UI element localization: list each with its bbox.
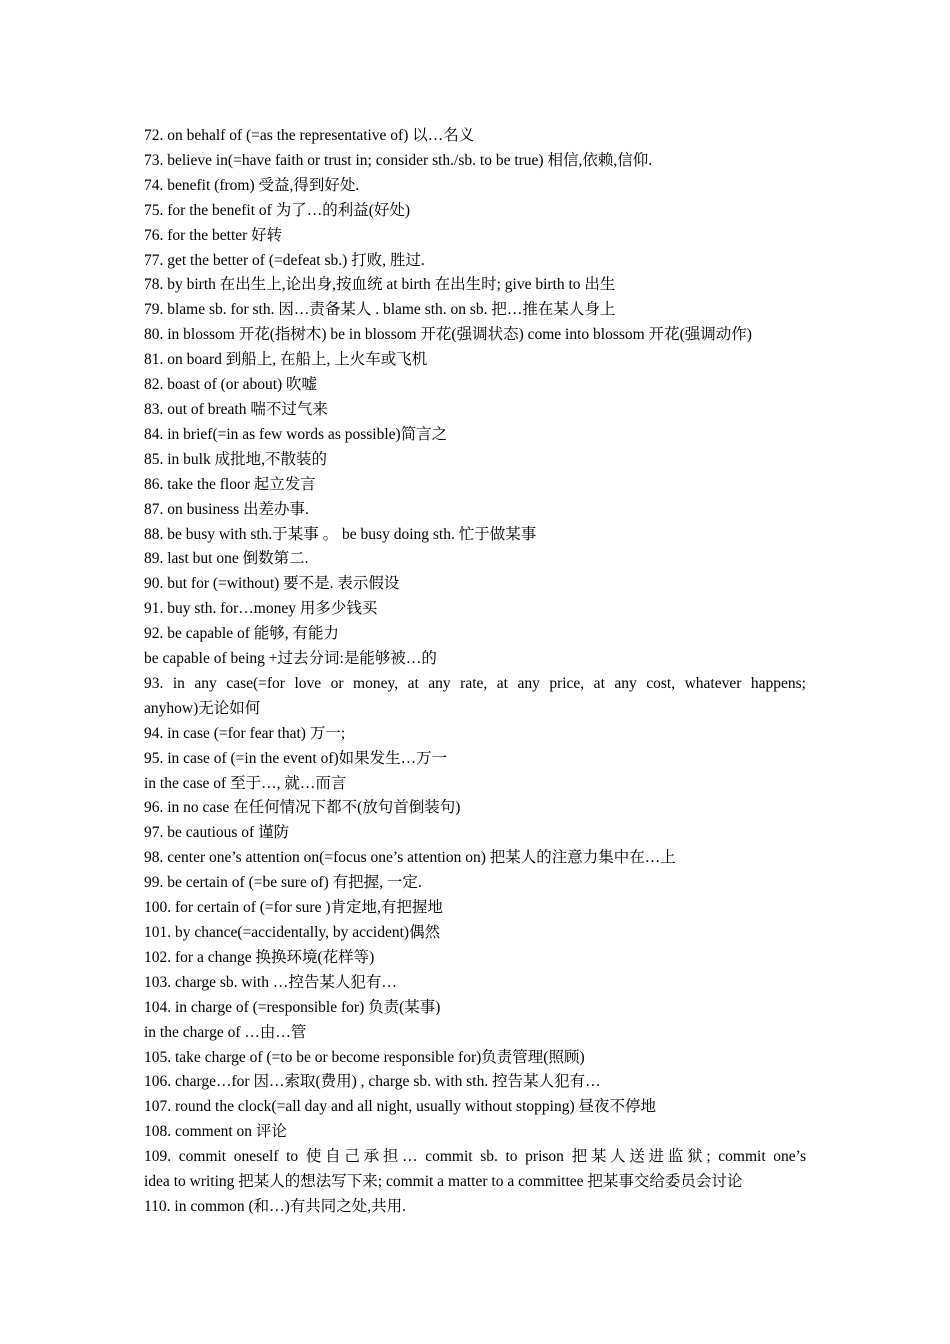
text-line: 96. in no case 在任何情况下都不(放句首倒装句) — [144, 799, 461, 817]
text-line: in the charge of …由…管 — [144, 1023, 307, 1041]
text-line: 92. be capable of 能够, 有能力 — [144, 625, 339, 643]
text-line: 84. in brief(=in as few words as possible)简言之 — [144, 425, 448, 443]
text-line: 79. blame sb. for sth. 因…责备某人 . blame sth. on sb. 把…推在某人身上 — [144, 301, 616, 319]
text-line: 109. commit oneself to 使自己承担… commit sb. to prison 把某人送进监狱; commit one’s — [144, 1148, 806, 1166]
text-line: 106. charge…for 因…索取(费用) , charge sb. with sth. 控告某人犯有… — [144, 1073, 601, 1091]
text-line: 78. by birth 在出生上,论出身,按血统 at birth 在出生时; give birth to 出生 — [144, 276, 616, 294]
text-line: 101. by chance(=accidentally, by accident)偶然 — [144, 924, 441, 941]
text-line: 87. on business 出差办事. — [144, 500, 309, 518]
text-line: 81. on board 到船上, 在船上, 上火车或飞机 — [144, 351, 428, 369]
text-line: idea to writing 把某人的想法写下来; commit a matter to a committee 把某事交给委员会讨论 — [144, 1173, 743, 1191]
document-page — [144, 124, 806, 1220]
text-line: 88. be busy with sth.于某事 。 be busy doing sth. 忙于做某事 — [144, 525, 537, 543]
text-line: 82. boast of (or about) 吹嘘 — [144, 376, 318, 394]
text-line: 77. get the better of (=defeat sb.) 打败, 胜过. — [144, 251, 425, 269]
text-line: 99. be certain of (=be sure of) 有把握, 一定. — [144, 874, 422, 892]
text-line: 102. for a change 换换环境(花样等) — [144, 948, 375, 966]
text-line: 91. buy sth. for…money 用多少钱买 — [144, 600, 378, 618]
text-line: 73. believe in(=have faith or trust in; consider sth./sb. to be true) 相信,依赖,信仰. — [144, 151, 653, 169]
text-line: 94. in case (=for fear that) 万一; — [144, 724, 346, 742]
text-line: 104. in charge of (=responsible for) 负责(某事) — [144, 998, 441, 1016]
text-line: 90. but for (=without) 要不是. 表示假设 — [144, 575, 400, 593]
text-line: in the case of 至于…, 就…而言 — [144, 774, 347, 792]
text-line: be capable of being +过去分词:是能够被…的 — [144, 650, 437, 668]
text-line: 86. take the floor 起立发言 — [144, 475, 316, 493]
text-line: 108. comment on 评论 — [144, 1123, 287, 1141]
text-line: 93. in any case(=for love or money, at any rate, at any price, at any cost, whatever happens; — [144, 674, 806, 692]
text-line: 75. for the benefit of 为了…的利益(好处) — [144, 201, 411, 219]
text-line: 83. out of breath 喘不过气来 — [144, 400, 328, 418]
text-line: 89. last but one 倒数第二. — [144, 550, 309, 568]
text-line: 76. for the better 好转 — [144, 226, 283, 244]
text-line: 85. in bulk 成批地,不散装的 — [144, 450, 327, 468]
text-line: 103. charge sb. with …控告某人犯有… — [144, 973, 397, 991]
text-line: 110. in common (和…)有共同之处,共用. — [144, 1197, 407, 1215]
text-line: 105. take charge of (=to be or become responsible for)负责管理(照顾) — [144, 1048, 585, 1066]
text-line: 97. be cautious of 谨防 — [144, 824, 290, 842]
text-line: 98. center one’s attention on(=focus one’s attention on) 把某人的注意力集中在…上 — [144, 849, 676, 867]
text-line: 74. benefit (from) 受益,得到好处. — [144, 176, 360, 194]
text-line: 80. in blossom 开花(指树木) be in blossom 开花(强调状态) come into blossom 开花(强调动作) — [144, 326, 752, 344]
text-line: 95. in case of (=in the event of)如果发生…万一 — [144, 749, 448, 767]
text-line: anyhow)无论如何 — [144, 699, 261, 717]
text-line: 72. on behalf of (=as the representative of) 以…名义 — [144, 127, 475, 144]
text-line: 107. round the clock(=all day and all night, usually without stopping) 昼夜不停地 — [144, 1098, 656, 1116]
text-line: 100. for certain of (=for sure )肯定地,有把握地 — [144, 899, 443, 917]
